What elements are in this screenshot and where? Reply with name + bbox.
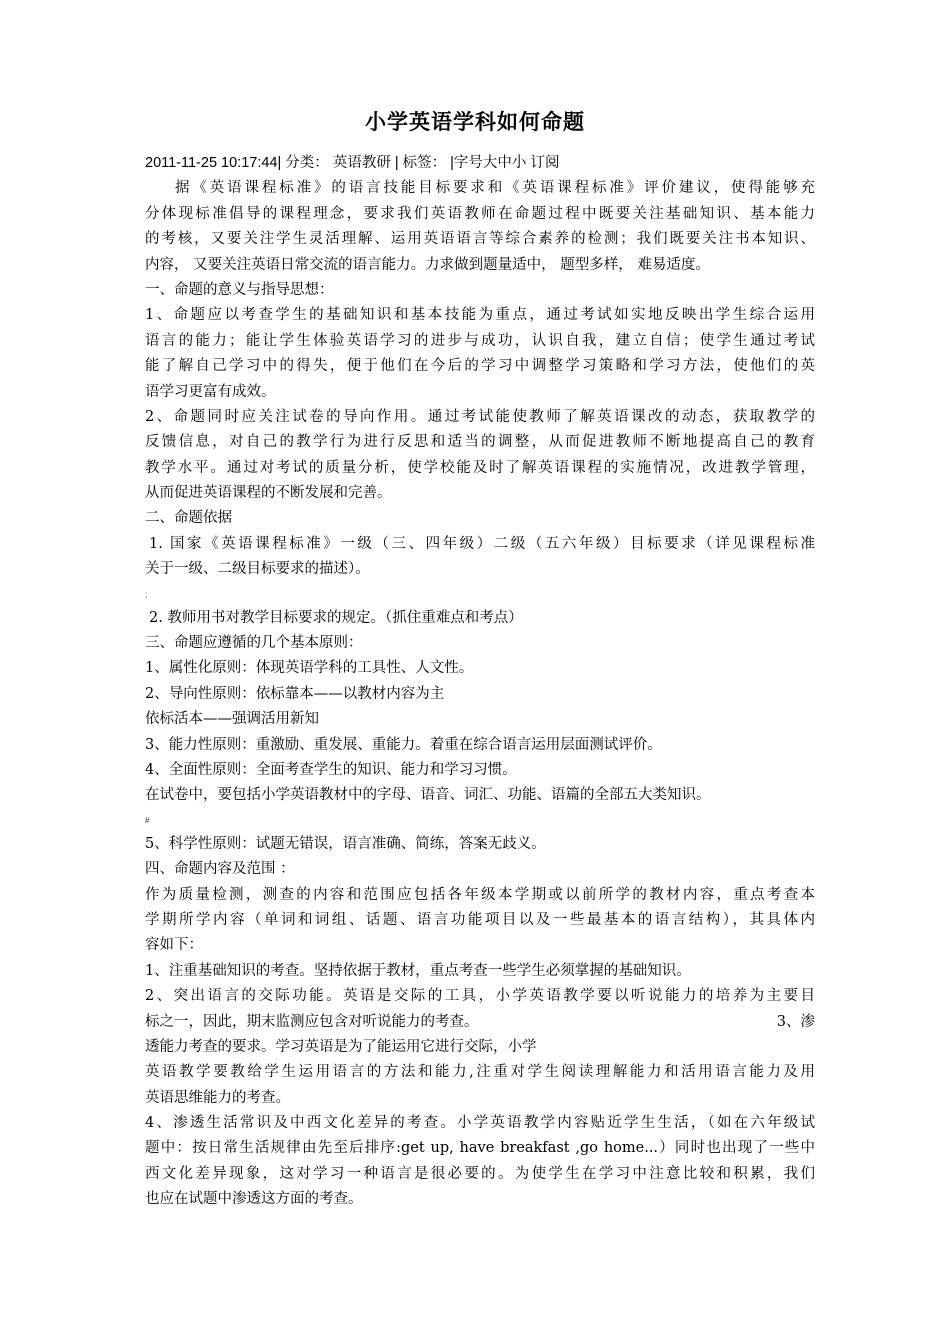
text-line: 作为质量检测，测查的内容和范围应包括各年级本学期或以前所学的教材内容，重点考查本 <box>145 886 815 903</box>
list-item: 5、科学性原则：试题无错误，语言准确、简练，答案无歧义。 <box>145 835 546 852</box>
paragraph <box>145 303 815 405</box>
paragraph <box>145 405 815 507</box>
text-line: 4、渗透生活常识及中西文化差异的考查。小学英语教学内容贴近学生生活，（如在六年级试 <box>145 1115 815 1132</box>
text-line: 从而促进英语课程的不断发展和完善。 <box>145 485 392 502</box>
list-item: 4、全面性原则：全面考查学生的知识、能力和学习习惯。 <box>145 761 517 778</box>
text-line: 语学习更富有成效。 <box>145 383 276 400</box>
stray-mark: ; <box>145 589 148 599</box>
document-title: 小学英语学科如何命题 <box>365 109 585 134</box>
document-body <box>145 151 815 1213</box>
section-heading: 三、命题应遵循的几个基本原则： <box>145 635 363 652</box>
section-heading: 四、命题内容及范围 ： <box>145 861 295 878</box>
text-fragment: 3、渗 <box>776 1013 815 1030</box>
paragraph <box>145 883 815 959</box>
list-item <box>145 532 815 583</box>
text-line: 英语思维能力的考查。 <box>145 1089 290 1106</box>
text-line: 关于一级、二级目标要求的描述）。 <box>145 561 370 578</box>
text-fragment: 标之一，因此，期末监测应包含对听说能力的考查。 <box>145 1013 479 1030</box>
text-line: 题中：按日常生活规律由先至后排序:get up, have breakfast ,go home...）同时也出现了一些中 <box>145 1140 815 1157</box>
text-line: 能了解自己学习中的得失，便于他们在今后的学习中调整学习策略和学习方法，使他们的英 <box>145 358 815 375</box>
text-line: 西文化差异现象，这对学习一种语言是很必要的。为使学生在学习中注意比较和积累，我们 <box>145 1165 815 1182</box>
list-item: 2. 教师用书对教学目标要求的规定。（抓住重难点和考点） <box>149 609 523 626</box>
text-line: 透能力考查的要求。学习英语是为了能运用它进行交际，小学 <box>145 1038 537 1055</box>
text-line: 学期所学内容（单词和词组、话题、语言功能项目以及一些最基本的语言结构），其具体内 <box>145 911 815 928</box>
stray-mark: # <box>145 815 150 825</box>
section-heading: 二、命题依据 <box>145 510 232 527</box>
paragraph <box>145 1111 815 1213</box>
text-line <box>145 1010 815 1035</box>
list-item: 1、注重基础知识的考查。坚持依据于教材，重点考查一些学生必须掌握的基础知识。 <box>145 962 691 979</box>
text-line: 据《英语课程标准》的语言技能目标要求和《英语课程标准》评价建议，使得能够充 <box>175 180 815 197</box>
paragraph <box>145 984 815 1111</box>
list-item: 3、能力性原则：重激励、重发展、重能力。着重在综合语言运用层面测试评价。 <box>145 736 662 753</box>
post-meta: 2011-11-25 10:17:44| 分类： 英语教研 | 标签： |字号大中小 订阅 <box>145 155 560 171</box>
text-line: 内容， 又要关注英语日常交流的语言能力。力求做到题量适中， 题型多样， 难易适度。 <box>145 256 710 273</box>
text-line: 在试卷中，要包括小学英语教材中的字母、语音、词汇、功能、语篇的全部五大类知识。 <box>145 787 711 804</box>
text-line: 教学水平。通过对考试的质量分析，使学校能及时了解英语课程的实施情况，改进教学管理， <box>145 459 815 476</box>
text-line: 分体现标准倡导的课程理念，要求我们英语教师在命题过程中既要关注基础知识、基本能力 <box>145 205 815 222</box>
intro-paragraph <box>145 176 815 278</box>
text-line: 2、命题同时应关注试卷的导向作用。通过考试能使教师了解英语课改的动态，获取教学的 <box>145 408 815 425</box>
text-line: 容如下： <box>145 937 203 954</box>
text-line: 的考核，又要关注学生灵活理解、运用英语语言等综合素养的检测；我们既要关注书本知识、 <box>145 231 815 248</box>
text-line: 英语教学要教给学生运用语言的方法和能力,注重对学生阅读理解能力和活用语言能力及用 <box>145 1064 815 1081</box>
text-line: 2、突出语言的交际功能。英语是交际的工具，小学英语教学要以听说能力的培养为主要目 <box>145 988 815 1005</box>
text-line: 语言的能力；能让学生体验英语学习的进步与成功，认识自我，建立自信；使学生通过考试 <box>145 332 815 349</box>
text-line: 1、命题应以考查学生的基础知识和基本技能为重点，通过考试如实地反映出学生综合运用 <box>145 307 815 324</box>
text-line: 1. 国家《英语课程标准》一级（三、四年级）二级（五六年级）目标要求（详见课程标准 <box>149 535 815 552</box>
list-item: 1、属性化原则：体现英语学科的工具性、人文性。 <box>145 660 474 677</box>
text-line: 依标活本——强调活用新知 <box>145 711 319 728</box>
list-item: 2、导向性原则：依标靠本——以教材内容为主 <box>145 685 445 702</box>
text-line: 反馈信息，对自己的教学行为进行反思和适当的调整，从而促进教师不断地提高自己的教育 <box>145 434 815 451</box>
section-heading: 一、命题的意义与指导思想： <box>145 281 334 298</box>
text-line: 也应在试题中渗透这方面的考查。 <box>145 1191 363 1208</box>
